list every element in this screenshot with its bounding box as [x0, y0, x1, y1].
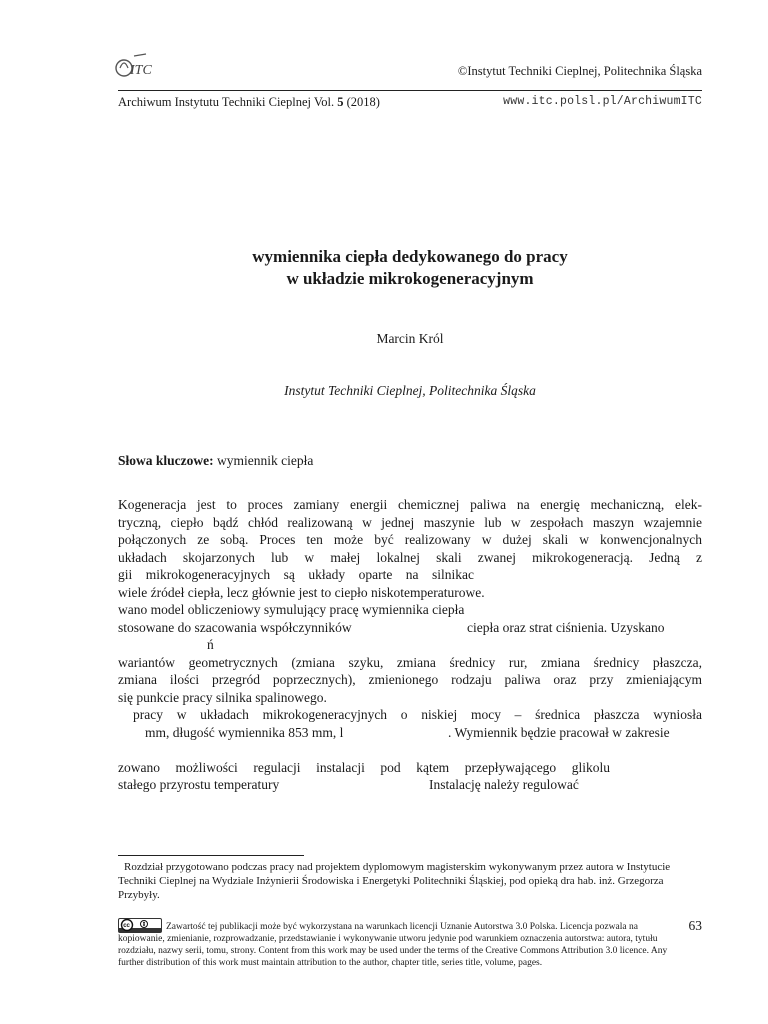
journal-year: (2018) [343, 95, 380, 109]
body-line [118, 706, 702, 724]
body-fragment: mm, długość wymiennika 853 mm, l [145, 724, 344, 740]
body-line-blank [118, 741, 702, 759]
body-line: połączonych ze sobą. Proces ten może być realizowany w dużej skali w konwencjonalnych [118, 532, 702, 547]
license-text-pl: Zawartość tej publikacji może być wykorzystana na warunkach licencji Uznanie Autorstwa 3.0 Polska. Licencja pozwala na kopiowanie, zmienianie, rozprowadzanie, przedstawianie i wykonywanie utworu jedynie pod warunkiem oznaczenia autorstwa: autora, tytułu rozdziału, nazwy serii, tomu, strony. [118, 922, 658, 956]
body-line: wariantów geometrycznych (zmiana szyku, zmiana średnicy rur, zmiana średnicy płaszcza, [118, 654, 702, 670]
license-text [118, 921, 678, 969]
header-rule [118, 90, 702, 91]
page-number: 63 [688, 918, 702, 933]
itc-logo-icon [114, 52, 162, 80]
copyright-notice: ©Instytut Techniki Cieplnej, Politechnika Śląska [457, 64, 702, 78]
license-notice [118, 921, 678, 969]
journal-url[interactable]: www.itc.polsl.pl/ArchiwumITC [503, 95, 702, 108]
body-fragment: Instalację należy regulować [429, 777, 579, 792]
author-affiliation: Instytut Techniki Cieplnej, Politechnika Śląska [284, 383, 536, 398]
body-line [118, 724, 702, 742]
body-line [118, 776, 702, 794]
footnote-text: Rozdział przygotowano podczas pracy nad projektem dyplomowym magisterskim wykonywanym przez autora w Instytucie Techniki Cieplnej na Wydziale Inżynierii Środowiska i Energetyki Politechniki Śląskiej, pod opieką dra hab. inż. Grzegorza Przybyły. [118, 861, 671, 901]
keywords-value: wymiennik ciepła [213, 453, 314, 468]
journal-volume: 5 [337, 95, 344, 109]
chapter-title-line-1: wymiennika ciepła dedykowanego do pracy [252, 247, 568, 266]
keywords [118, 453, 313, 469]
svg-text:ITC: ITC [130, 63, 152, 78]
body-fragment: stałego przyrostu temperatury [118, 777, 280, 792]
body-fragment: ń [207, 637, 214, 652]
journal-name: Archiwum Instytutu Techniki Cieplnej Vol. [118, 95, 338, 109]
body-fragment: . Wymiennik będzie pracował w zakresie [448, 724, 670, 740]
body-fragment: ciepła oraz strat ciśnienia. Uzyskano [467, 619, 665, 635]
author-name: Marcin Król [376, 331, 444, 346]
abstract-body [118, 496, 702, 794]
body-fragment: pracy w układach mikrokogeneracyjnych o niskiej mocy – średnica płaszcza wyniosła [133, 707, 702, 722]
body-line [118, 636, 702, 654]
body-line: zmiana ilości przegród poprzecznych), zmienionego rodzaju paliwa oraz przy zmieniającym [118, 672, 702, 687]
journal-citation [118, 95, 380, 110]
body-line: Kogeneracja jest to proces zamiany energii chemicznej paliwa na energię mechaniczną, elek- [118, 497, 702, 512]
svg-text:cc: cc [123, 923, 130, 930]
license-text-en: Content from this work may be used under the terms of the Creative Commons Attribution 3.0 licence. Any further distribution of this work must maintain attribution to the author, chapter title, series title, volume, pages. [118, 946, 668, 968]
body-line: wano model obliczeniowy symulujący pracę wymiennika ciepła [118, 602, 465, 617]
body-line: się punkcie pracy silnika spalinowego. [118, 689, 327, 705]
body-line [118, 759, 702, 777]
chapter-title [118, 246, 702, 290]
keywords-label: Słowa kluczowe: [118, 453, 214, 468]
body-line: układach skojarzonych lub w małej lokalnej skali zwanej mikrokogeneracją. Jedną z [118, 549, 702, 565]
body-fragment: zowano możliwości regulacji instalacji pod kątem przepływającego glikolu [118, 759, 610, 775]
body-line [118, 566, 702, 584]
body-line: tryczną, ciepło bądź chłód realizowaną w jednej maszynie lub w zespołach maszyn wzajemnie [118, 514, 702, 530]
body-fragment: stosowane do szacowania współczynników [118, 619, 352, 635]
body-fragment: gii mikrokogeneracyjnych są układy oparte na silnikac [118, 567, 474, 582]
footnote [118, 860, 702, 902]
body-line [118, 619, 702, 637]
chapter-title-line-2: w układzie mikrokogeneracyjnym [286, 269, 534, 288]
footnote-rule [118, 855, 304, 856]
body-line: wiele źródeł ciepła, lecz głównie jest to ciepło niskotemperaturowe. [118, 584, 485, 600]
